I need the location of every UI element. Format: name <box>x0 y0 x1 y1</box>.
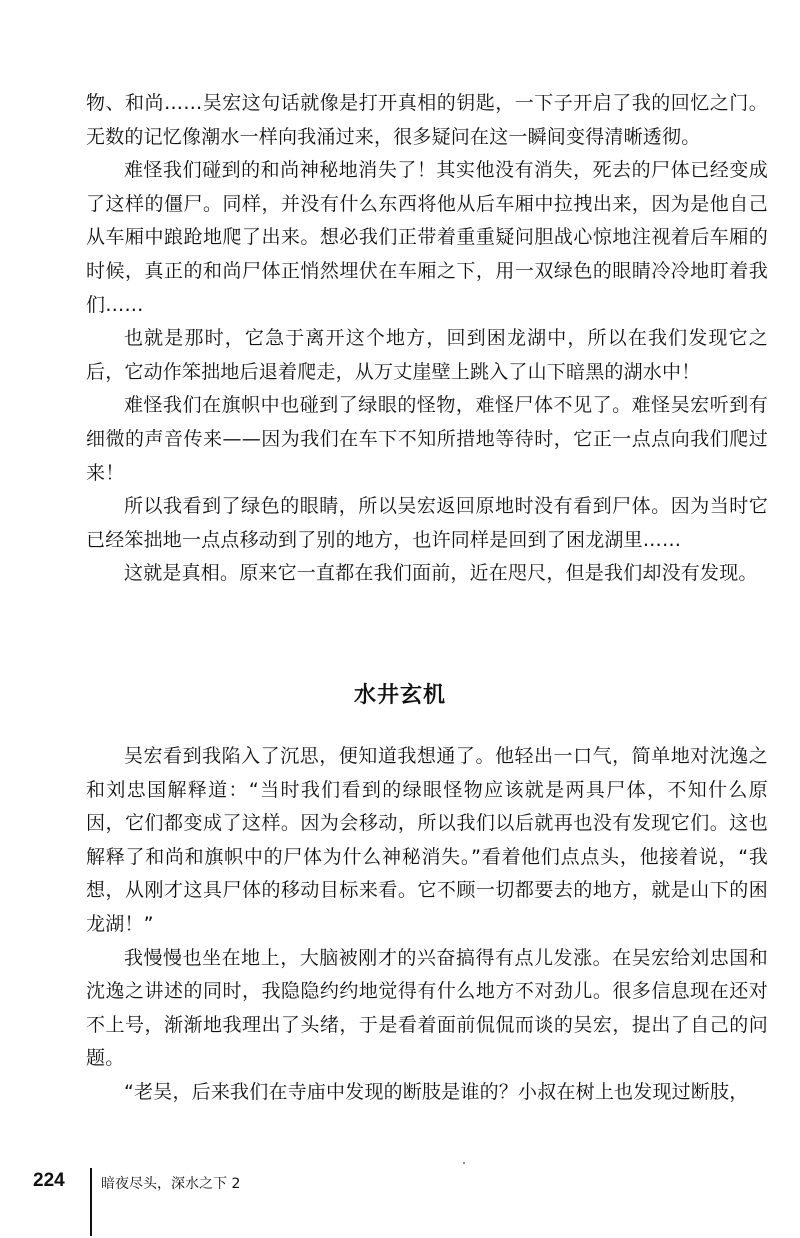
page-number: 224 <box>33 1170 65 1191</box>
paragraph: 我慢慢也坐在地上，大脑被刚才的兴奋搞得有点儿发涨。在吴宏给刘忠国和沈逸之讲述的同时，我隐隐约约地觉得有什么地方不对劲儿。很多信息现在还对不上号，渐渐地我理出了头绪，于是看着面前侃侃而谈的吴宏，提出了自己的问题。 <box>86 946 768 1070</box>
section-title: 水井玄机 <box>353 683 446 708</box>
paragraph: 难怪我们在旗帜中也碰到了绿眼的怪物，难怪尸体不见了。难怪吴宏听到有细微的声音传来——因为我们在车下不知所措地等待时，它正一点点向我们爬过来！ <box>86 394 768 484</box>
paragraph: 物、和尚……吴宏这句话就像是打开真相的钥匙，一下子开启了我的回忆之门。无数的记忆像潮水一样向我涌过来，很多疑问在这一瞬间变得清晰透彻。 <box>86 92 768 148</box>
scan-speck <box>463 1162 465 1164</box>
text-block-bottom <box>86 740 768 1110</box>
book-title: 暗夜尽头，深水之下 2 <box>101 1176 241 1192</box>
paragraph: 吴宏看到我陷入了沉思，便知道我想通了。他轻出一口气，简单地对沈逸之和刘忠国解释道：“当时我们看到的绿眼怪物应该就是两具尸体，不知什么原因，它们都变成了这样。因为会移动，所以我们以后就再也没有发现它们。这也解释了和尚和旗帜中的尸体为什么神秘消失。”看着他们点点头，他接着说，“我想，从刚才这具尸体的移动目标来看。它不顾一切都要去的地方，就是山下的困龙湖！” <box>86 745 768 935</box>
paragraph: 难怪我们碰到的和尚神秘地消失了！其实他没有消失，死去的尸体已经变成了这样的僵尸。同样，并没有什么东西将他从后车厢中拉拽出来，因为是他自己从车厢中踉跄地爬了出来。想必我们正带着重重疑问胆战心惊地注视着后车厢的时候，真正的和尚尸体正悄然埋伏在车厢之下，用一双绿色的眼睛冷冷地盯着我们…… <box>86 159 768 316</box>
paragraph: 也就是那时，它急于离开这个地方，回到困龙湖中，所以在我们发现它之后，它动作笨拙地后退着爬走，从万丈崖壁上跳入了山下暗黑的湖水中！ <box>86 327 768 383</box>
paragraph: “老吴，后来我们在寺庙中发现的断肢是谁的？小叔在树上也发现过断肢， <box>124 1080 749 1103</box>
footer-divider <box>90 1168 92 1236</box>
text-block-top <box>86 87 768 591</box>
paragraph: 这就是真相。原来它一直都在我们面前，近在咫尺，但是我们却没有发现。 <box>124 562 758 585</box>
paragraph: 所以我看到了绿色的眼睛，所以吴宏返回原地时没有看到尸体。因为当时它已经笨拙地一点点移动到了别的地方，也许同样是回到了困龙湖里…… <box>86 495 768 551</box>
